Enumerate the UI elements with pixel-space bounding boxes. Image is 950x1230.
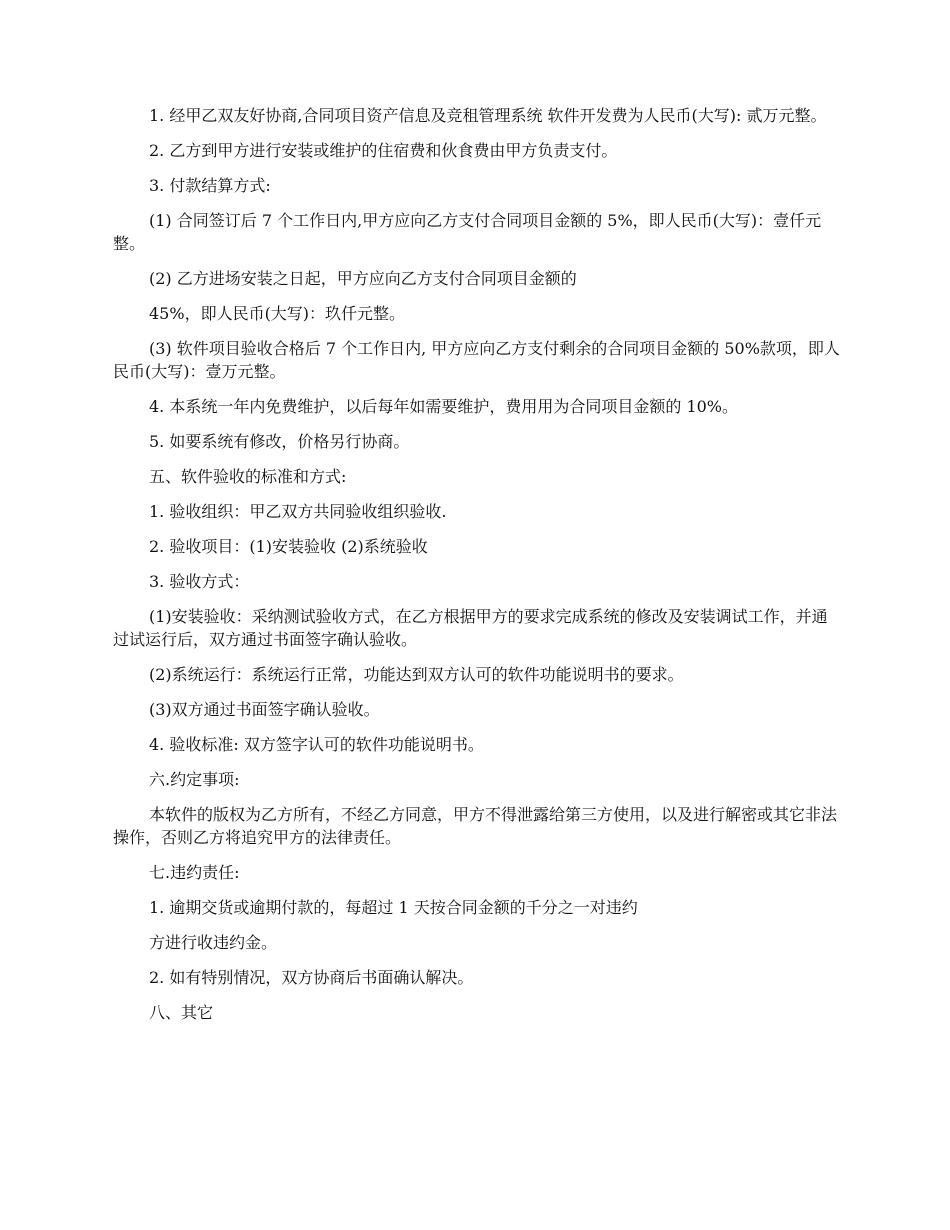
paragraph-system-run: (2)系统运行：系统运行正常，功能达到双方认可的软件功能说明书的要求。 [149, 665, 684, 684]
paragraph-late-penalty: 1. 逾期交货或逾期付款的，每超过 1 天按合同金额的千分之一对违约 [149, 898, 638, 917]
paragraph-payment-method: 3. 付款结算方式: [149, 176, 271, 195]
section-heading-acceptance: 五、软件验收的标准和方式: [149, 467, 347, 486]
paragraph-payment-3: (3) 软件项目验收合格后 7 个工作日内, 甲方应向乙方支付剩余的合同项目金额的 50%款项，即人民币(大写)：壹万元整。 [113, 339, 840, 381]
paragraph-copyright: 本软件的版权为乙方所有，不经乙方同意，甲方不得泄露给第三方使用，以及进行解密或其它非法操作，否则乙方将追究甲方的法律责任。 [113, 805, 838, 847]
paragraph-written-confirm: (3)双方通过书面签字确认验收。 [149, 700, 380, 719]
paragraph-acceptance-items: 2. 验收项目：(1)安装验收 (2)系统验收 [149, 537, 428, 556]
document-page [113, 104, 841, 1036]
paragraph-acceptance-standard: 4. 验收标准: 双方签字认可的软件功能说明书。 [149, 735, 484, 754]
section-heading-other: 八、其它 [149, 1003, 214, 1022]
paragraph-special-cases: 2. 如有特别情况，双方协商后书面确认解决。 [149, 968, 474, 987]
paragraph-install-acceptance: (1)安装验收：采纳测试验收方式，在乙方根据甲方的要求完成系统的修改及安装调试工作，并通过试运行后，双方通过书面签字确认验收。 [113, 607, 828, 649]
paragraph-acceptance-method: 3. 验收方式： [149, 572, 250, 591]
paragraph-payment-1: (1) 合同签订后 7 个工作日内,甲方应向乙方支付合同项目金额的 5%，即人民币(大写)：壹仟元整。 [113, 211, 822, 253]
section-heading-liability: 七.违约责任: [149, 863, 240, 882]
paragraph-acceptance-org: 1. 验收组织：甲乙双方共同验收组织验收. [149, 502, 447, 521]
paragraph-payment-2: (2) 乙方进场安装之日起，甲方应向乙方支付合同项目金额的 [149, 269, 577, 288]
section-heading-agreements: 六.约定事项: [149, 770, 240, 789]
paragraph-fee-total: 1. 经甲乙双友好协商,合同项目资产信息及竞租管理系统 软件开发费为人民币(大写): 贰万元整。 [149, 106, 827, 125]
paragraph-payment-2-cont: 45%，即人民币(大写)：玖仟元整。 [149, 304, 406, 323]
paragraph-maintenance: 4. 本系统一年内免费维护，以后每年如需要维护，费用用为合同项目金额的 10%。 [149, 397, 739, 416]
paragraph-modification: 5. 如要系统有修改，价格另行协商。 [149, 432, 410, 451]
paragraph-lodging: 2. 乙方到甲方进行安装或维护的住宿费和伙食费由甲方负责支付。 [149, 141, 618, 160]
paragraph-late-penalty-cont: 方进行收违约金。 [149, 933, 278, 952]
